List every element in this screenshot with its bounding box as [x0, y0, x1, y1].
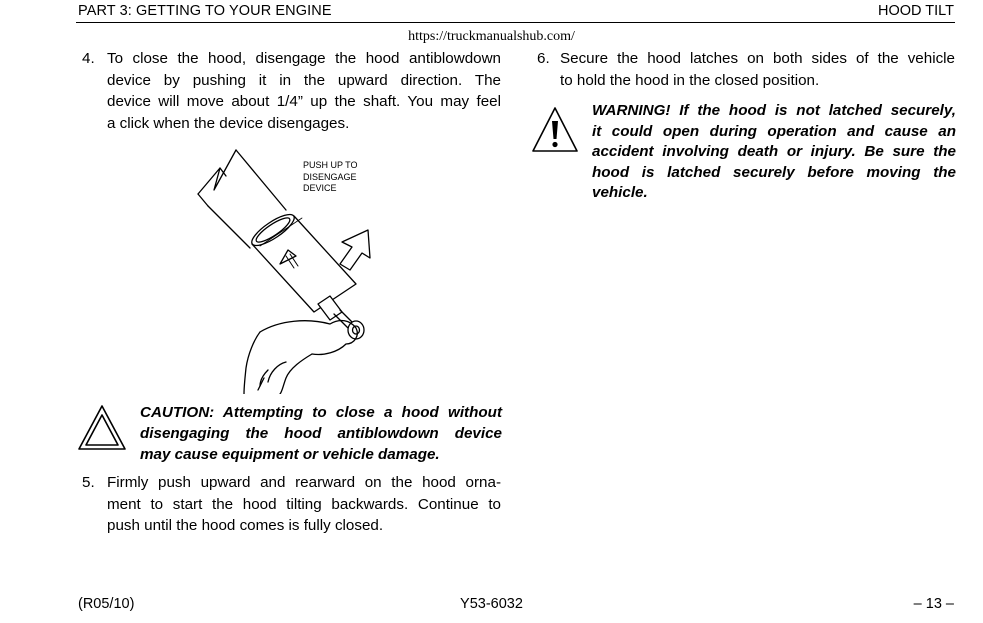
step-text [560, 48, 955, 91]
step-text [107, 48, 501, 134]
warning-line: WARNING! If the hood is not latched securely, [592, 102, 956, 119]
step-line: device by pushing it in the upward direction. The [107, 71, 501, 89]
step-line: Secure the hood latches on both sides of the vehicle [560, 50, 955, 67]
step-line: To close the hood, disengage the hood antiblowdown [107, 50, 501, 67]
step-line: device will move about 1/4” up the shaft. You may feel [107, 93, 501, 110]
callout-line: DISENGAGE [303, 171, 357, 182]
caution-line: CAUTION: Attempting to close a hood without [140, 404, 502, 421]
warning-line: accident involving death or injury. Be sure the [592, 143, 956, 160]
step-number: 6. [537, 50, 550, 67]
caution-line: disengaging the hood antiblowdown device [140, 425, 502, 442]
caution-triangle-icon [77, 404, 127, 452]
caution-line: may cause equipment or vehicle damage. [140, 446, 440, 463]
step-number: 5. [82, 474, 95, 491]
step-line: Firmly push upward and rearward on the hood orna- [107, 474, 501, 491]
step-line: a click when the device disengages. [107, 114, 350, 132]
step-line: push until the hood comes is fully closed. [107, 517, 384, 534]
warning-exclamation-icon [531, 106, 579, 154]
footer-doc-number: Y53-6032 [460, 596, 523, 612]
step-number: 4. [82, 50, 95, 67]
callout-line: DEVICE [303, 183, 337, 193]
watermark-url: https://truckmanualshub.com/ [408, 29, 575, 44]
warning-line: it could open during operation and cause an [592, 122, 956, 140]
warning-note [592, 101, 956, 204]
antiblowdown-device-figure [190, 146, 390, 394]
header-rule [76, 22, 955, 23]
step-line: to hold the hood in the closed position. [560, 71, 820, 89]
caution-note [140, 402, 502, 465]
figure-callout [303, 160, 358, 195]
warning-line: vehicle. [592, 184, 648, 201]
callout-line: PUSH UP TO [303, 160, 358, 170]
step-line: ment to start the hood tilting backwards. Continue to [107, 495, 501, 513]
footer-page-number: – 13 – [913, 596, 954, 612]
header-topic: HOOD TILT [878, 3, 954, 19]
footer-revision: (R05/10) [78, 596, 135, 612]
header-section-title: PART 3: GETTING TO YOUR ENGINE [78, 3, 332, 19]
step-text [107, 472, 501, 537]
warning-line: hood is latched securely before moving the [592, 163, 956, 181]
